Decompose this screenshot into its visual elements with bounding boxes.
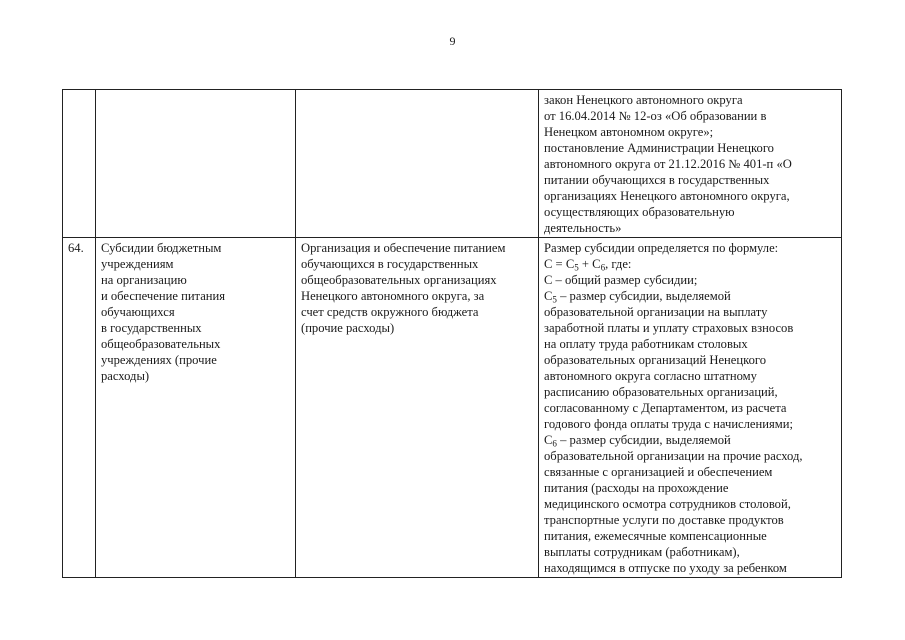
text-line: автономного округа от 21.12.2016 № 401-п «О xyxy=(544,157,792,171)
text-line: учреждениям xyxy=(101,257,174,271)
text-line: медицинского осмотра сотрудников столовой, xyxy=(544,497,791,511)
text-line: расходы) xyxy=(101,369,150,383)
table-row xyxy=(63,90,842,238)
text-line: образовательных организаций Ненецкого xyxy=(544,353,767,367)
text-line: Субсидии бюджетным xyxy=(101,241,222,255)
text-line: автономного округа согласно штатному xyxy=(544,369,757,383)
text-line: в государственных xyxy=(101,321,202,335)
subsidy-purpose-cell xyxy=(296,238,539,578)
calculation-rules-cell xyxy=(539,238,842,578)
formula-symbol: С xyxy=(565,257,575,271)
subsidy-name-cell xyxy=(96,238,296,578)
formula-subscript: 6 xyxy=(600,262,606,273)
text-line: выплаты сотрудникам (работникам), xyxy=(544,545,740,559)
text-line: транспортные услуги по доставке продуктов xyxy=(544,513,784,527)
text-line: образовательной организации на прочие расход, xyxy=(544,449,803,463)
text-line: питания, ежемесячные компенсационные xyxy=(544,529,767,543)
text-line: питании обучающихся в государственных xyxy=(544,173,770,187)
text-line: (прочие расходы) xyxy=(301,321,395,335)
formula xyxy=(544,256,837,272)
subsidy-table xyxy=(62,89,842,578)
text-line: на оплату труда работникам столовых xyxy=(544,337,748,351)
text-line: учреждениях (прочие xyxy=(101,353,217,367)
row-number-cell: 64. xyxy=(63,238,96,578)
subsidy-name-cell xyxy=(96,90,296,238)
definition-text: – размер субсидии, выделяемой xyxy=(556,433,731,447)
text-line: связанные с организацией и обеспечением xyxy=(544,465,773,479)
formula-symbol: С xyxy=(544,289,553,303)
formula-operator: + xyxy=(578,257,593,271)
text-line: находящимся в отпуске по уходу за ребенком xyxy=(544,561,787,575)
formula-symbol: С xyxy=(544,257,553,271)
formula-subscript: 5 xyxy=(574,262,579,273)
text-line: Ненецком автономном округе»; xyxy=(544,125,714,139)
text-line: Ненецкого автономного округа, за xyxy=(301,289,485,303)
formula-intro: Размер субсидии определяется по формуле: xyxy=(544,241,779,255)
formula-subscript: 6 xyxy=(552,438,557,449)
text-line: организациях Ненецкого автономного округа, xyxy=(544,189,790,203)
text-line: образовательной организации на выплату xyxy=(544,305,768,319)
definition-text: – размер субсидии, выделяемой xyxy=(556,289,731,303)
text-line: обучающихся в государственных xyxy=(301,257,479,271)
text-line: заработной платы и уплату страховых взносов xyxy=(544,321,794,335)
formula-tail: , где: xyxy=(605,257,632,271)
text-line xyxy=(544,288,837,304)
text-line: питания (расходы на прохождение xyxy=(544,481,729,495)
text-line: С – общий размер субсидии; xyxy=(544,273,698,287)
formula-operator: = xyxy=(552,257,566,271)
text-line: общеобразовательных организациях xyxy=(301,273,497,287)
text-line: обучающихся xyxy=(101,305,175,319)
text-line: счет средств окружного бюджета xyxy=(301,305,479,319)
text-line: на организацию xyxy=(101,273,187,287)
text-line: и обеспечение питания xyxy=(101,289,226,303)
text-line: постановление Администрации Ненецкого xyxy=(544,141,774,155)
formula-subscript: 5 xyxy=(552,294,557,305)
table-row xyxy=(63,238,842,578)
text-line: осуществляющих образовательную xyxy=(544,205,735,219)
legal-basis-cell xyxy=(539,90,842,238)
text-line: согласованному с Департаментом, из расчета xyxy=(544,401,787,415)
text-line: расписанию образовательных организаций, xyxy=(544,385,778,399)
text-line: Организация и обеспечение питанием xyxy=(301,241,506,255)
formula-symbol: С xyxy=(544,433,553,447)
text-line: общеобразовательных xyxy=(101,337,221,351)
subsidy-purpose-cell xyxy=(296,90,539,238)
row-number-cell xyxy=(63,90,96,238)
text-line: от 16.04.2014 № 12-оз «Об образовании в xyxy=(544,109,767,123)
text-line xyxy=(544,432,837,448)
formula-symbol: С xyxy=(592,257,601,271)
text-line: закон Ненецкого автономного округа xyxy=(544,93,743,107)
page-number: 9 xyxy=(449,34,456,48)
text-line: годового фонда оплаты труда с начислениями; xyxy=(544,417,794,431)
text-line: деятельность» xyxy=(544,221,622,235)
